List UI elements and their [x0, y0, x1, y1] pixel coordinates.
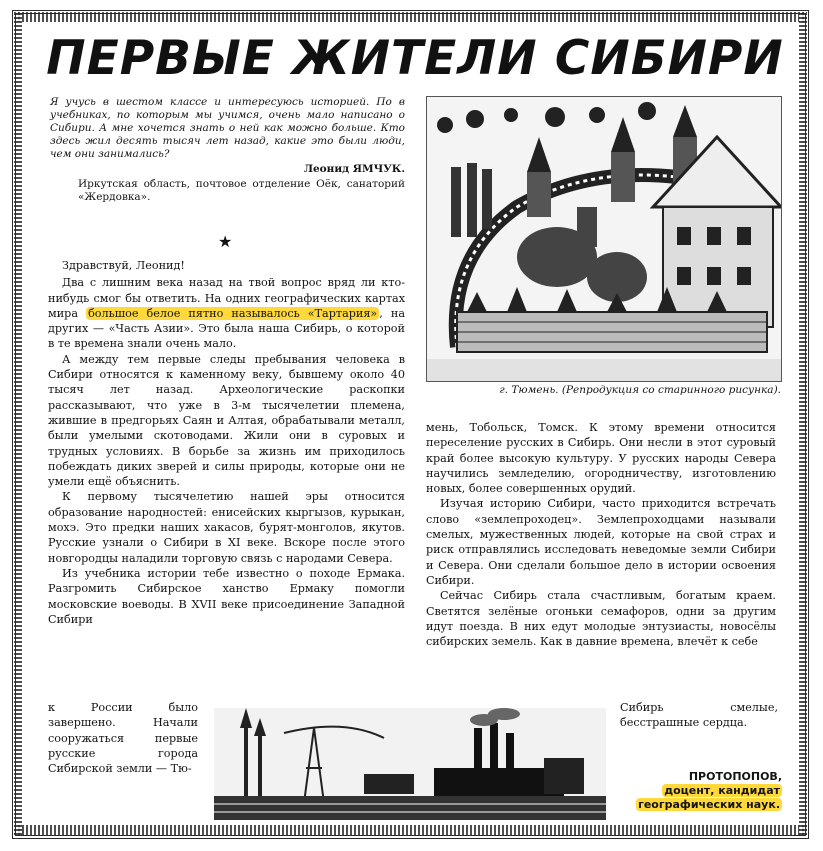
- headline: ПЕРВЫЕ ЖИТЕЛИ СИБИРИ: [46, 31, 784, 86]
- paragraph: Сейчас Сибирь стала счастливым, богатым краем. Светятся зелёные огоньки семафоров, одни за другим идут поезда. В них едут молодые энтузиасты, новосёлы сибирских земель. Как в давние времена, влечёт к себе: [426, 589, 776, 649]
- letter-address: Иркутская область, почтовое отделение Оёк, санаторий «Жердовка».: [78, 178, 405, 203]
- paragraph: мень, Тобольск, Томск. К этому времени относится переселение русских в Сибирь. Они несли в этот суровый край более высокую культуру. У русских народы Севера научились земледелию, огородничеству, изготовлению новых, более совершенных орудий.: [426, 421, 776, 496]
- author-title-line: доцент, кандидат: [664, 784, 780, 797]
- reader-letter: [50, 96, 405, 204]
- author-title-line: географических наук.: [638, 798, 780, 811]
- answer-left-column: [48, 258, 405, 627]
- industrial-landscape-illustration: [214, 708, 606, 820]
- letter-text: Я учусь в шестом классе и интересуюсь историей. По в учебниках, по которым мы учимся, очень мало написано о Сибири. А мне хочется знать о ней как можно больше. Кто здесь жил десять тысяч лет назад, какие это были люди, чем они занимались?: [50, 96, 405, 160]
- landscape-drawing: [214, 708, 606, 820]
- paragraph-text: Два с лишним века назад на твой вопрос вряд ли кто-нибудь смог бы ответить. На одних географических картах мира: [48, 276, 405, 320]
- paragraph: [48, 275, 405, 351]
- star-icon: ★: [218, 232, 233, 251]
- author-title: [612, 798, 782, 812]
- paragraph: А между тем первые следы пребывания человека в Сибири относятся к каменному веку, бывшему около 40 тысяч лет назад. Археологические раскопки рассказывают, что уже в 3-м тысячелетии племена, жившие в предгорьях Саян и Алтая, обрабатывали металл, были умелыми скотоводами. Жили они в суровых и трудных условиях. В борьбе за жизнь им приходилось побеждать диких зверей и силы природы, которые они не умели ещё объяснить.: [48, 352, 405, 489]
- author-signature: [612, 770, 782, 812]
- highlighted-phrase: большое белое пятно называлось «Тартария»: [88, 306, 378, 320]
- town-drawing: [427, 97, 781, 381]
- letter-signature: Леонид ЯМЧУК.: [303, 163, 405, 175]
- author-title: [612, 784, 782, 798]
- paragraph: К первому тысячелетию нашей эры относится образование народностей: енисейских кыргызов, курыкан, мохэ. Это предки наших хакасов, бурят-монголов, якутов. Русские узнали о Сибири в XI веке. Вскоре после этого новгородцы наладили торговую связь с народами Севера.: [48, 490, 405, 565]
- greeting: Здравствуй, Леонид!: [62, 259, 185, 272]
- paragraph: Изучая историю Сибири, часто приходится встречать слово «землепроходец». Землепроходцами называли смелых, мужественных людей, которые на свой страх и риск отправлялись исследовать неведомые земли Сибири и Севера. Они сделали большое дело в истории освоения Сибири.: [426, 497, 776, 587]
- illustration-caption: г. Тюмень. (Репродукция со старинного рисунка).: [499, 384, 781, 396]
- paragraph: Из учебника истории тебе известно о походе Ермака. Разгромить Сибирское ханство Ермаку помогли московские воеводы. В XVII веке присоединение Западной Сибири: [48, 566, 405, 626]
- author-name: ПРОТОПОПОВ,: [688, 770, 782, 783]
- tyumen-engraving-illustration: [426, 96, 782, 382]
- right-column-tail: Сибирь смелые, бесстрашные сердца.: [620, 701, 778, 730]
- answer-right-column: [426, 420, 776, 649]
- left-column-tail: к России было завершено. Начали сооружаться первые русские города Сибирской земли — Тю-: [48, 701, 198, 776]
- paragraph-text: , на других — «Часть Азии». Это была наша Сибирь, о которой в те времена знали очень мало.: [48, 306, 406, 351]
